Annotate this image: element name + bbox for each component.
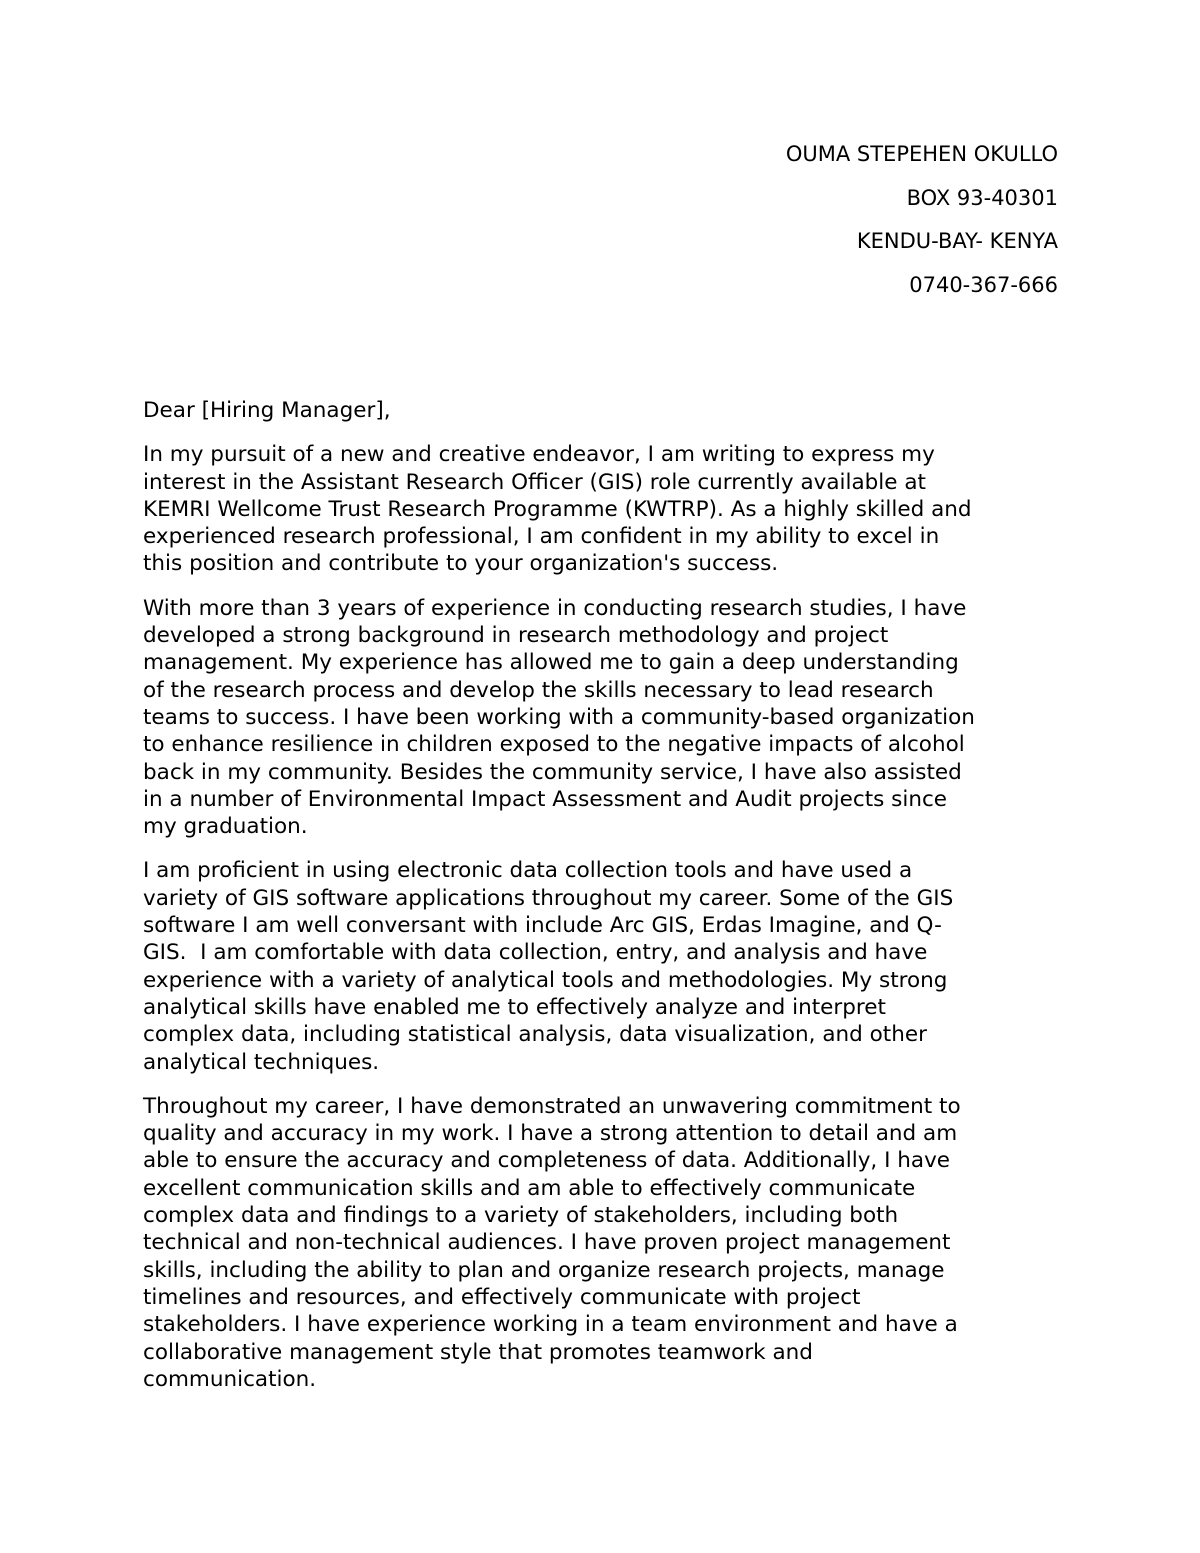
- paragraph-line: to enhance resilience in children exposed to the negative impacts of alcohol: [143, 732, 965, 758]
- paragraph-line: back in my community. Besides the community service, I have also assisted: [143, 759, 962, 785]
- paragraph-line: complex data and findings to a variety of stakeholders, including both: [143, 1203, 899, 1229]
- paragraph-line: Throughout my career, I have demonstrated an unwavering commitment to: [143, 1093, 961, 1119]
- paragraph-line: skills, including the ability to plan and organize research projects, manage: [143, 1257, 945, 1283]
- paragraph-line: With more than 3 years of experience in conducting research studies, I have: [143, 595, 967, 621]
- sender-location: KENDU-BAY- KENYA: [856, 229, 1058, 253]
- body-paragraph: [143, 857, 1068, 1075]
- paragraph-line: teams to success. I have been working with a community-based organization: [143, 704, 975, 730]
- paragraph-line: analytical skills have enabled me to effectively analyze and interpret: [143, 994, 886, 1020]
- paragraph-line: I am proficient in using electronic data collection tools and have used a: [143, 858, 913, 884]
- paragraph-line: timelines and resources, and effectively communicate with project: [143, 1284, 861, 1310]
- body-paragraph: [143, 441, 1068, 577]
- paragraph-line: collaborative management style that promotes teamwork and: [143, 1339, 813, 1365]
- body-paragraph: [143, 1093, 1068, 1393]
- paragraph-line: management. My experience has allowed me to gain a deep understanding: [143, 650, 959, 676]
- paragraph-line: developed a strong background in research methodology and project: [143, 623, 889, 649]
- paragraph-line: excellent communication skills and am able to effectively communicate: [143, 1175, 916, 1201]
- sender-name: OUMA STEPEHEN OKULLO: [785, 142, 1058, 166]
- paragraph-line: my graduation.: [143, 814, 308, 840]
- letter-paragraphs: [143, 441, 1068, 1393]
- paragraph-line: experienced research professional, I am confident in my ability to excel in: [143, 524, 940, 550]
- sender-address-block: [786, 140, 1058, 314]
- paragraph-line: GIS. I am comfortable with data collection, entry, and analysis and have: [143, 940, 928, 966]
- paragraph-line: variety of GIS software applications throughout my career. Some of the GIS: [143, 885, 954, 911]
- paragraph-line: In my pursuit of a new and creative endeavor, I am writing to express my: [143, 442, 935, 468]
- paragraph-line: KEMRI Wellcome Trust Research Programme (KWTRP). As a highly skilled and: [143, 496, 972, 522]
- paragraph-line: quality and accuracy in my work. I have a strong attention to detail and am: [143, 1121, 958, 1147]
- paragraph-line: analytical techniques.: [143, 1049, 380, 1075]
- paragraph-line: communication.: [143, 1366, 317, 1392]
- paragraph-line: technical and non-technical audiences. I have proven project management: [143, 1230, 951, 1256]
- paragraph-line: in a number of Environmental Impact Assessment and Audit projects since: [143, 786, 948, 812]
- paragraph-line: of the research process and develop the skills necessary to lead research: [143, 677, 934, 703]
- paragraph-line: complex data, including statistical analysis, data visualization, and other: [143, 1022, 927, 1048]
- letter-body: [143, 397, 1068, 1410]
- paragraph-line: experience with a variety of analytical tools and methodologies. My strong: [143, 967, 948, 993]
- body-paragraph: [143, 595, 1068, 841]
- paragraph-line: software I am well conversant with include Arc GIS, Erdas Imagine, and Q-: [143, 913, 942, 939]
- sender-phone: 0740-367-666: [909, 272, 1058, 297]
- paragraph-line: this position and contribute to your organization's success.: [143, 551, 779, 577]
- sender-box: BOX 93-40301: [906, 185, 1058, 210]
- salutation: Dear [Hiring Manager],: [143, 398, 391, 423]
- paragraph-line: stakeholders. I have experience working in a team environment and have a: [143, 1312, 958, 1338]
- paragraph-line: able to ensure the accuracy and completeness of data. Additionally, I have: [143, 1148, 951, 1174]
- paragraph-line: interest in the Assistant Research Officer (GIS) role currently available at: [143, 469, 926, 495]
